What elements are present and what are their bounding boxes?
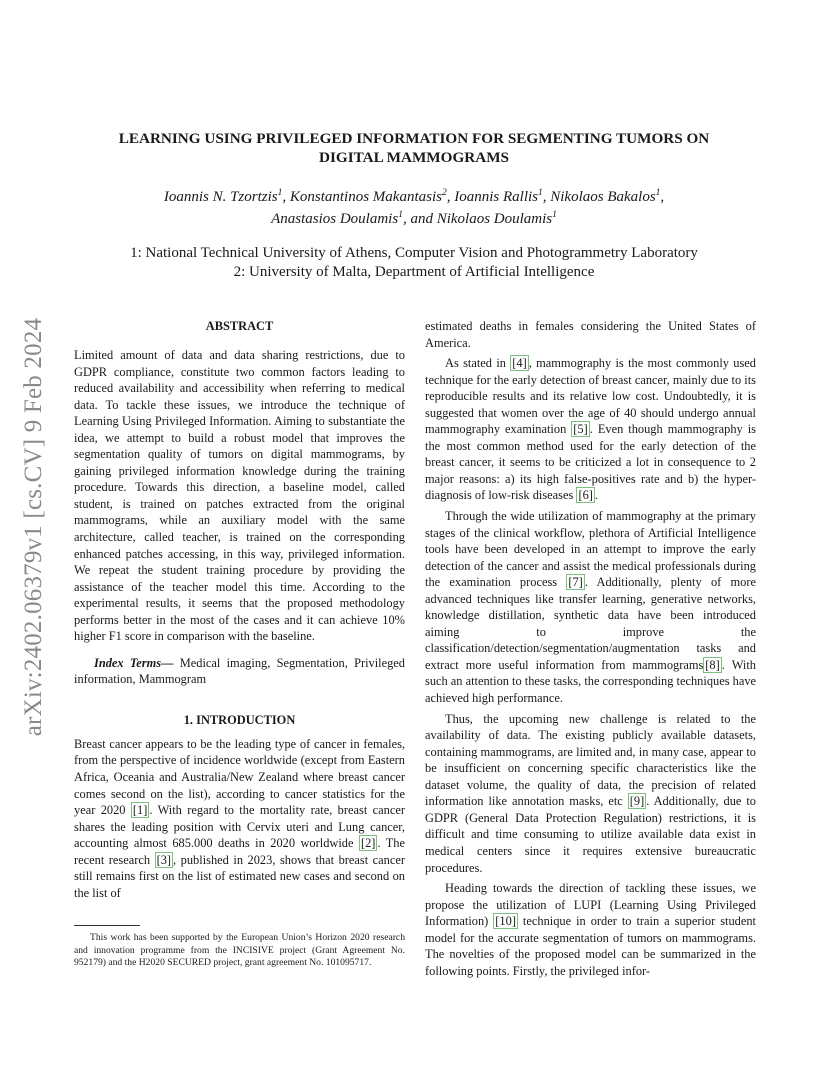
abstract-heading: ABSTRACT [205, 319, 274, 333]
author-affiliation-mark: 1 [552, 210, 557, 220]
arxiv-identifier-text: arXiv:2402.06379v1 [cs.CV] 9 Feb 2024 [20, 317, 47, 737]
author-name: Nikolaos Bakalos [550, 189, 656, 205]
paragraph-text: . Additionally, plenty of more advanced techniques like transfer learning, generative networks, knowledge distillation, synthetic data have been introduced aiming to improve the classification/detection/segmentation/augmentation tasks and extract more useful information from mammograms [425, 575, 756, 672]
paragraph-text: Through the wide utilization of mammography at the primary stages of the clinical workflow, plethora of Artificial Intelligence tools have been developed in an attempt to improve the early detection of the cancer and assist the medical professionals during the examination process [425, 509, 756, 590]
affiliation-list [90, 244, 738, 282]
author-affiliation-mark: 1 [277, 188, 283, 198]
body-paragraph [425, 711, 756, 876]
paragraph-text: Heading towards the direction of tackling these issues, we propose the utilization of LUPI (Learning Using Privileged Information) [425, 881, 756, 929]
paragraph-text: . With such an attention to these tasks, the corresponding techniques have achieved high performance. [425, 657, 757, 706]
citation-link[interactable]: [1] [132, 803, 148, 818]
author-name: Ioannis Rallis [454, 189, 538, 205]
paragraph-text: As stated in [445, 356, 511, 371]
abstract-text: Limited amount of data and data sharing restrictions, due to GDPR compliance, constitute two common factors leading to reduced availability and accessibility when referring to medical data. To tackle these issues, we introduce the technique of Learning Using Privileged Information. Aiming to substantiate the idea, we attempt to build a robust model that improves the segmentation quality of tumors on digital mammograms, by gaining privileged information knowledge during the training procedure. Towards this direction, a baseline model, called student, is trained on patches extracted from the original mammograms, while an auxiliary model with the same architecture, called teacher, is trained on the corresponding enhanced patches accessing, in this way, privileged information. We repeat the student training procedure by providing the assistance of the teacher model this time. According to the experimental results, it seems that the proposed methodology performs better in the most of the cases and it can achieve 10% higher F1 score in comparison with the baseline. [74, 348, 405, 644]
citation-link[interactable]: [3] [156, 852, 172, 867]
body-paragraph [425, 880, 756, 979]
index-terms-label: Index Terms— [94, 655, 174, 670]
author-name: Ioannis N. Tzortzis [163, 189, 278, 205]
citation-link[interactable]: [9] [629, 794, 645, 809]
arxiv-identifier-stamp [14, 292, 54, 762]
right-column [425, 318, 756, 979]
author-line-1: Ioannis N. Tzortzis$^1$, Konstantinos Makantasis$^2$, Ioannis Rallis$^1$, Nikolaos Bakalos$^1$, [163, 188, 665, 205]
introduction-heading: 1. INTRODUCTION [183, 712, 296, 727]
author-affiliation-mark: 1 [655, 188, 661, 198]
author-name: Konstantinos Makantasis [289, 189, 442, 205]
paragraph-text: Breast cancer appears to be the leading type of cancer in females, from the perspective of incidence worldwide (except from Eastern Africa, Oceania and Australia/New Zealand where breast cancer comes second on the list), according to cancer statistics for the year 2020 [74, 736, 405, 818]
title-line-2: DIGITAL MAMMOGRAMS [319, 149, 509, 166]
paragraph-text: Thus, the upcoming new challenge is related to the availability of data. The existing publicly available datasets, containing mammograms, are limited and, in many case, appear to be insufficient on concerning specific characteristics like the dataset volume, the quality of data, the precision of related information like annotation masks, etc [425, 711, 756, 809]
affiliation-1: 1: National Technical University of Athens, Computer Vision and Photogrammetry Laboratory [130, 245, 698, 261]
affiliation-2: 2: University of Malta, Department of Artificial Intelligence [233, 264, 595, 280]
title-line-1: LEARNING USING PRIVILEGED INFORMATION FOR SEGMENTING TUMORS ON [118, 130, 710, 147]
paragraph-text: , published in 2023, shows that breast cancer still remains first on the list of estimated new cases and second on the list of [74, 852, 405, 900]
author-name: Anastasios Doulamis [271, 211, 399, 227]
footnote-divider [74, 925, 140, 926]
left-column [74, 318, 405, 901]
footnote-text: This work has been supported by the European Union’s Horizon 2020 research and innovation programme from the INCISIVE project (Grant Agreement No. 952179) and the H2020 SECURED project, grant agreement No. 101095717. [74, 932, 405, 969]
index-terms-text: Medical imaging, Segmentation, Privileged information, Mammogram [74, 655, 406, 687]
paragraph-text: technique in order to train a superior student model for the accurate segmentation of tumors on mammograms. The novelties of the proposed model can be summarized in the following points. Firstly, the privileged infor- [425, 914, 757, 978]
citation-link[interactable]: [2] [360, 836, 376, 851]
paragraph-text: . [594, 488, 598, 503]
author-name: and Nikolaos Doulamis [410, 211, 553, 227]
author-affiliation-mark: 1 [398, 210, 403, 220]
citation-link[interactable]: [10] [495, 914, 516, 929]
introduction-paragraph [74, 736, 405, 901]
citation-link[interactable]: [6] [578, 488, 593, 503]
author-affiliation-mark: 2 [441, 188, 447, 198]
funding-footnote [74, 932, 405, 970]
paragraph-text: . Additionally, due to GDPR (General Data Protection Regulation) restrictions, it is difficult and time consuming to utilize available data exist in medical centers since it requires extensive bureaucratic procedures. [425, 794, 757, 875]
author-line-2: Anastasios Doulamis$^1$, and Nikolaos Doulamis$^1$ [271, 210, 557, 227]
author-affiliation-mark: 1 [538, 188, 543, 198]
paragraph-text: . With regard to the mortality rate, breast cancer shares the leading position with Cervix uteri and Lung cancer, accounting almost 685.000 deaths in 2020 worldwide [74, 803, 405, 851]
paragraph-text: , mammography is the most commonly used technique for the early detection of breast cancer, mainly due to its reproducible results and its relative low cost. Undoubtedly, it is suggested that women over the age of 40 should undergo annual mammography examination [425, 356, 756, 437]
continued-paragraph: estimated deaths in females considering the United States of America. [425, 319, 756, 350]
author-list [90, 186, 738, 230]
citation-link[interactable]: [8] [705, 657, 720, 672]
paragraph-text: . Even though mammography is the most common method used for the early detection of the breast cancer, it seems to be criticized a lot in consequence to 2 major reasons: a) its high false-positives rate and b) the hyper-diagnosis of low-risk diseases [425, 422, 756, 503]
body-paragraph [425, 508, 756, 707]
paper-title [90, 129, 738, 167]
paragraph-text: . The recent research [74, 836, 405, 867]
citation-link[interactable]: [7] [568, 575, 583, 590]
citation-link[interactable]: [4] [512, 356, 527, 371]
body-paragraph [425, 355, 756, 504]
citation-link[interactable]: [5] [573, 422, 588, 437]
index-terms [74, 655, 405, 688]
